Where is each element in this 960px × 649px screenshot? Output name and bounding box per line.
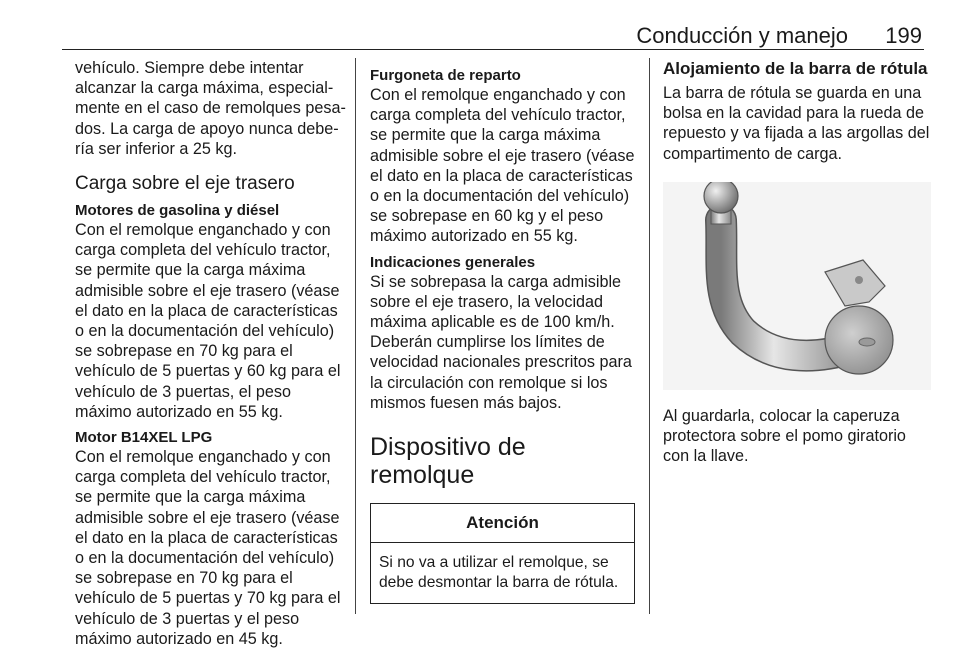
page-header xyxy=(0,0,960,48)
rear-axle-heading: Carga sobre el eje trasero xyxy=(75,173,295,195)
column-divider-1 xyxy=(355,58,356,614)
subheading-lpg: Motor B14XEL LPG xyxy=(75,429,213,447)
column-3 xyxy=(663,58,931,466)
caution-text: Si no va a utilizar el remolque, se debe desmontar la barra de rótula. xyxy=(379,554,619,592)
towing-device-heading: Dispositivo de remolque xyxy=(370,433,526,490)
header-divider xyxy=(62,49,924,50)
petrol-diesel-paragraph: Con el remolque enganchado y con carga completa del vehículo tractor, se permite que la carga máxima admisible sobre el eje trasero (véase el dato en la placa de características o en la documentación del vehículo) se sobrepase en 70 kg para el vehículo de 5 puertas y 60 kg para el vehículo de 3 puertas, el peso máximo autorizado en 55 kg. xyxy=(75,221,341,421)
lpg-paragraph: Con el remolque enganchado y con carga completa del vehículo tractor, se permite que la carga máxima admisible sobre el eje trasero (véase el dato en la placa de características o en la documentación del vehículo) se sobrepase en 70 kg para el vehículo de 5 puertas y 70 kg para el vehículo de 3 puertas y el peso máximo autorizado en 45 kg. xyxy=(75,448,341,648)
storage-paragraph: La barra de rótula se guarda en una bolsa en la cavidad para la rueda de repuesto y va fijada a las argollas del compartimento de carga. xyxy=(663,84,930,163)
caution-title: Atención xyxy=(371,504,634,543)
column-2 xyxy=(370,58,635,604)
column-1 xyxy=(75,58,347,649)
van-paragraph: Con el remolque enganchado y con carga completa del vehículo tractor, se permite que la carga máxima admisible sobre el eje trasero (véase el dato en la placa de características o en la documentación del vehículo) se sobrepase en 60 kg y el peso máximo autorizado en 55 kg. xyxy=(370,86,635,246)
tow-bar-figure xyxy=(663,182,931,390)
general-paragraph: Si se sobrepasa la carga admisible sobre el eje trasero, la velocidad máxima aplicable es de 100 km/h. Deberán cumplirse los límites de velocidad nacionales prescritos para la circulación con remolque si los mismos fuesen más bajos. xyxy=(370,272,632,412)
subheading-van: Furgoneta de reparto xyxy=(370,67,521,84)
subheading-petrol-diesel: Motores de gasolina y diésel xyxy=(75,202,280,220)
subheading-general: Indicaciones generales xyxy=(370,253,536,271)
column-divider-2 xyxy=(649,58,650,614)
page-number: 199 xyxy=(885,23,922,48)
intro-paragraph: vehículo. Siempre debe intentar alcanzar la carga máxima, especial-mente en el caso de remolques pesa-dos. La carga de apoyo nunca debe-ría ser inferior a 25 kg. xyxy=(75,59,346,158)
section-running-title: Conducción y manejo xyxy=(636,23,848,48)
cap-instruction-paragraph: Al guardarla, colocar la caperuza protectora sobre el pomo giratorio con la llave. xyxy=(663,406,906,466)
storage-heading: Alojamiento de la barra de rótula xyxy=(663,59,928,78)
caution-box xyxy=(370,503,635,604)
tow-ball-bar-illustration-icon xyxy=(663,182,931,390)
